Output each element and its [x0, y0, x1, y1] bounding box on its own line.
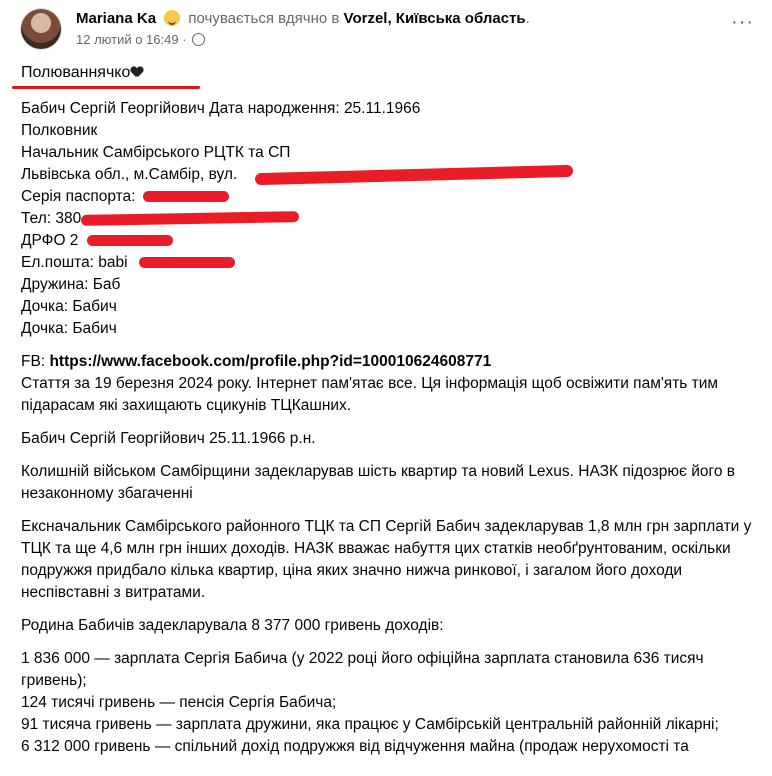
info-line-address	[21, 164, 761, 186]
redaction-mark	[139, 257, 235, 268]
income-item: 91 тисяча гривень — зарплата дружини, яка працює у Самбірській центральній районній лікарні;	[21, 716, 719, 733]
post-title-text: Полюваннячко	[21, 64, 131, 81]
red-underline-mark	[12, 86, 200, 89]
info-line-name: Бабич Сергій Георгійович Дата народження: 25.11.1966	[21, 100, 421, 117]
info-line-spouse: Дружина: Баб	[21, 276, 121, 293]
globe-icon	[192, 33, 205, 46]
location-suffix: .	[525, 10, 530, 27]
redaction-mark	[255, 165, 573, 185]
black-heart-icon	[131, 67, 143, 78]
article-body: Ексначальник Самбірського районного ТЦК та СП Сергій Бабич задекларував 1,8 млн грн зарплати у ТЦК та ще 4,6 млн грн інших доходів. НАЗК вважає набуття цих статків необґрунтованим, оскільки подружжя придбало кілька квартир, ціна яких значно нижча ринкової, і загалом його доходи неспівставні з витратами.	[21, 518, 752, 601]
facebook-profile-line	[21, 351, 761, 373]
redaction-mark	[143, 191, 229, 202]
author-avatar[interactable]	[21, 9, 61, 49]
income-intro: Родина Бабичів задекларувала 8 377 000 гривень доходів:	[21, 617, 444, 634]
meta-separator: ·	[182, 32, 187, 47]
redaction-mark	[87, 235, 173, 246]
person-summary: Бабич Сергій Георгійович 25.11.1966 р.н.	[21, 430, 316, 447]
address-text: Львівська обл., м.Самбір, вул.	[21, 166, 238, 183]
income-item: 124 тисячі гривень — пенсія Сергія Бабича;	[21, 694, 337, 711]
location-link[interactable]: Vorzel, Київська область	[343, 10, 526, 27]
income-item: 1 836 000 — зарплата Сергія Бабича (у 2022 році його офіційна зарплата становила 636 тисяч гривень);	[21, 650, 704, 689]
income-item: 6 312 000 гривень — спільний дохід подружжя від відчуження майна (продаж нерухомості та	[21, 738, 689, 755]
info-line-daughter-1: Дочка: Бабич	[21, 298, 117, 315]
post-meta	[76, 32, 205, 47]
article-headline: Колишній військом Самбірщини задекларував шість квартир та новий Lexus. НАЗК підозрює його в незаконному збагаченні	[21, 463, 735, 502]
passport-text: Серія паспорта:	[21, 188, 136, 205]
info-line-position: Начальник Самбірського РЦТК та СП	[21, 144, 291, 161]
email-text: Ел.пошта: babi	[21, 254, 128, 271]
info-line-email	[21, 252, 761, 274]
info-line-rank: Полковник	[21, 122, 98, 139]
feeling-text: почувається вдячно в	[188, 10, 340, 27]
fb-profile-link[interactable]: https://www.facebook.com/profile.php?id=100010624608771	[49, 353, 492, 370]
info-line-phone	[21, 208, 761, 230]
post-timestamp[interactable]: 12 лютий о 16:49	[76, 32, 179, 47]
post-header	[12, 6, 762, 56]
author-line	[76, 10, 530, 27]
info-line-tax-id	[21, 230, 761, 252]
fb-label: FB:	[21, 353, 46, 370]
more-options-button[interactable]: ···	[731, 11, 754, 33]
info-line-daughter-2: Дочка: Бабич	[21, 320, 117, 337]
smiling-emoji-icon	[164, 10, 180, 26]
article-intro: Стаття за 19 березня 2024 року. Інтернет пам'ятає все. Ця інформація щоб освіжити пам'ять тим підарасам які захищають сцикунів ТЦКашних.	[21, 375, 719, 414]
author-name[interactable]: Mariana Ka	[76, 10, 157, 27]
post-content	[21, 62, 761, 758]
redaction-mark	[81, 211, 299, 226]
info-line-passport	[21, 186, 761, 208]
tax-id-text: ДРФО 2	[21, 232, 79, 249]
phone-text: Тел: 380	[21, 210, 82, 227]
post-title	[21, 62, 761, 84]
